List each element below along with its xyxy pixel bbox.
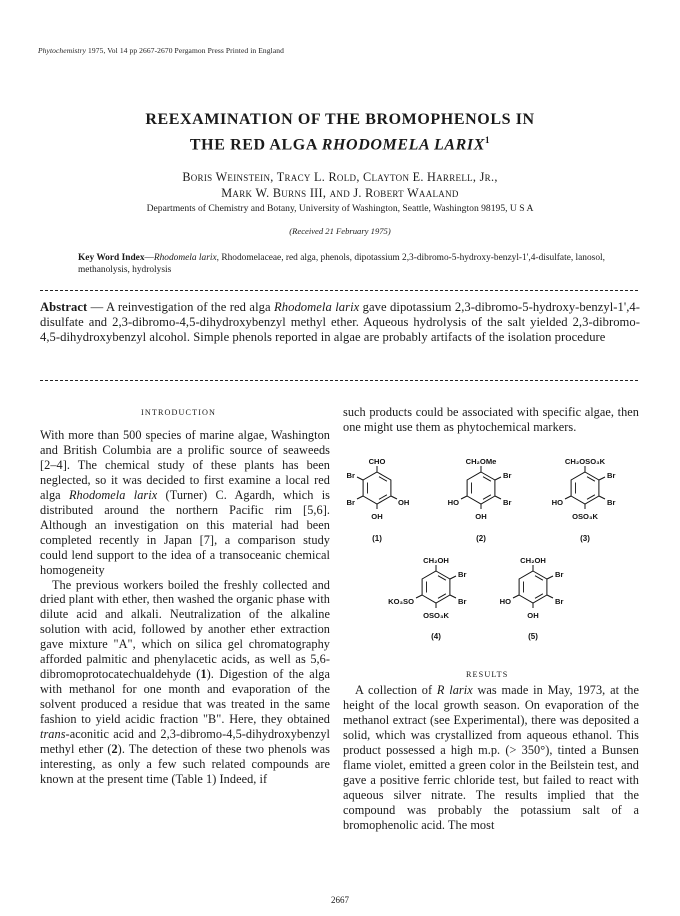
intro-p1-species: Rhodomela larix (69, 487, 158, 502)
s2-br-a: Br (503, 471, 512, 480)
keyword-label: Key Word Index (78, 253, 145, 263)
structure-2 (448, 457, 512, 543)
results-a: A collection of (355, 683, 437, 697)
abstract-text-b: gave dipotassium 2,3-dibromo-5-hydroxy-benzyl-1',4-disulfate and 2,3-dibromo-4,5-dihydroxybenzyl methyl ether. Aqueous hydrolysis of the salt yielded 2,3-dibromo-4,5-dihydroxybenzyl alcohol. Simple phenols reported in algae are probably artifacts of the isolation procedure (40, 300, 640, 345)
results-heading: RESULTS (466, 670, 509, 679)
structure-5 (500, 556, 564, 641)
results-b: was made in May, 1973, at the height of the local growth season. On evaporation of the methanol extract (see Experimental), there was deposited a solid, which was crystallized from aqueous ethanol. This product possessed a high m.p. (> 350°), tinted a Bunsen flame violet, emitted a green color in the Beilstein test, and gave a positive ferric chloride test, but failed to react with aqueous silver nitrate. The results implied that the compound was probably the potassium salt of a bromophenolic acid. The most (343, 683, 639, 832)
title-footnote-mark: 1 (485, 135, 491, 145)
abstract-species: Rhodomela larix (274, 300, 360, 314)
s3-label: (3) (580, 534, 590, 543)
article-title-line2 (0, 130, 680, 155)
s5-top: CH₂OH (520, 556, 546, 565)
divider-top (40, 290, 638, 291)
s4-side: KO₃SO (388, 597, 414, 606)
s1-br-b: Br (346, 498, 355, 507)
s2-br-b: Br (503, 498, 512, 507)
journal-details: 1975, Vol 14 pp 2667-2670 Pergamon Press Printed in England (88, 46, 284, 55)
structures-figure (340, 448, 640, 650)
s2-top: CH₂OMe (465, 457, 497, 466)
authors-line2 (0, 185, 680, 201)
s3-br-b: Br (607, 498, 616, 507)
intro-paragraph-2 (40, 578, 330, 787)
structure-4 (388, 556, 466, 641)
article-title-line1: REEXAMINATION OF THE BROMOPHENOLS IN (145, 111, 535, 128)
intro-p2-a: The previous workers boiled the freshly collected and dried plant with ether, then washed the organic phase with dilute acid and alkali. Neutralization of the alkaline solution with acid, followed by another ether extraction gave mixture "A", which on silica gel chromatography afforded palmitic and phenylacetic acids, as well as 5,6-dibromoprotocatechualdehyde ( (40, 577, 330, 682)
s5-br-a: Br (555, 570, 564, 579)
journal-header (38, 46, 284, 55)
s1-side: OH (398, 498, 410, 507)
s4-br-a: Br (458, 570, 467, 579)
s3-bottom: OSO₃K (572, 512, 598, 521)
keyword-species: Rhodomela larix (153, 253, 217, 263)
s5-label: (5) (528, 632, 538, 641)
authors-text-1: Boris Weinstein, Tracy L. Rold, Clayton E. Harrell, Jr., (182, 170, 498, 184)
abstract-text-a: — A reinvestigation of the red alga (87, 300, 275, 314)
intro-p2-b: ). Digestion of the alga with methanol for one month and evaporation of the solvent produced a residue that was treated in the same fashion to yield acidic fraction "B". Here, they obtained (40, 667, 330, 727)
keyword-dash: — (144, 253, 154, 263)
results-species: R larix (436, 683, 473, 697)
s5-bottom: OH (527, 611, 539, 620)
intro-p2-d: ). The detection of these two phenols was interesting, as only a few such related compounds are known at the present time (Table 1) Indeed, if (40, 742, 330, 786)
s1-br-a: Br (346, 471, 355, 480)
title-species: RHODOMELA LARIX (321, 136, 485, 154)
divider-bottom (40, 380, 638, 381)
introduction-body (40, 428, 330, 787)
structure-3 (552, 457, 616, 543)
s2-label: (2) (476, 534, 486, 543)
s2-side: HO (447, 498, 459, 507)
s1-bottom: OH (371, 512, 383, 521)
abstract (40, 300, 640, 346)
page-number: 2667 (331, 895, 349, 905)
received-date: (Received 21 February 1975) (289, 226, 391, 236)
title-plain: THE RED ALGA (189, 136, 322, 154)
journal-name: Phytochemistry (38, 46, 87, 55)
intro-p2-trans: trans (40, 727, 66, 742)
authors-text-2: Mark W. Burns III, and J. Robert Waaland (221, 186, 459, 200)
s5-br-b: Br (555, 597, 564, 606)
intro-p2-c: -aconitic acid and 2,3-dibromo-4,5-dihydroxybenzyl methyl ether ( (40, 727, 330, 757)
s4-bottom: OSO₃K (423, 611, 449, 620)
intro-p1-b: (Turner) C. Agardh, which is distributed around the northern Pacific rim [5,6]. Although an investigation on this material had been completed recently in Japan [7], a comparison study could lend support to the idea of a transoceanic chemical homogeneity (40, 487, 331, 577)
s5-side: HO (499, 597, 511, 606)
results-paragraph (343, 683, 639, 833)
s2-bottom: OH (475, 512, 487, 521)
authors-line1 (0, 169, 680, 185)
results-body (343, 683, 639, 833)
s1-top: CHO (368, 457, 386, 466)
s3-br-a: Br (607, 471, 616, 480)
structure-1 (347, 457, 410, 543)
intro-p1-a: With more than 500 species of marine algae, Washington and British Columbia are a prolific source of seaweeds [2–4]. The chemical study of these plants has been neglected, so it was decided to first examine a local red alga (40, 428, 330, 502)
compound-ref-2: 2 (111, 742, 118, 757)
s4-br-b: Br (458, 597, 467, 606)
s3-top: CH₂OSO₃K (564, 457, 606, 466)
intro-continuation: such products could be associated with specific algae, then one might use them as phytochemical markers. (343, 405, 639, 434)
affiliation: Departments of Chemistry and Botany, University of Washington, Seattle, Washington 98195, U S A (146, 203, 534, 214)
s4-label: (4) (431, 632, 441, 641)
s3-side: HO (551, 498, 563, 507)
s1-label: (1) (372, 534, 382, 543)
intro-paragraph-1 (40, 428, 330, 578)
keyword-index (78, 252, 618, 276)
s4-top: CH₂OH (423, 556, 449, 565)
compound-ref-1: 1 (200, 667, 207, 682)
abstract-label: Abstract (40, 300, 88, 314)
introduction-heading: INTRODUCTION (141, 408, 217, 417)
keyword-text: , Rhodomelaceae, red alga, phenols, dipotassium 2,3-dibromo-5-hydroxy-benzyl-1',4-disulfate, lanosol, methanolysis, hydrolysis (78, 253, 605, 275)
